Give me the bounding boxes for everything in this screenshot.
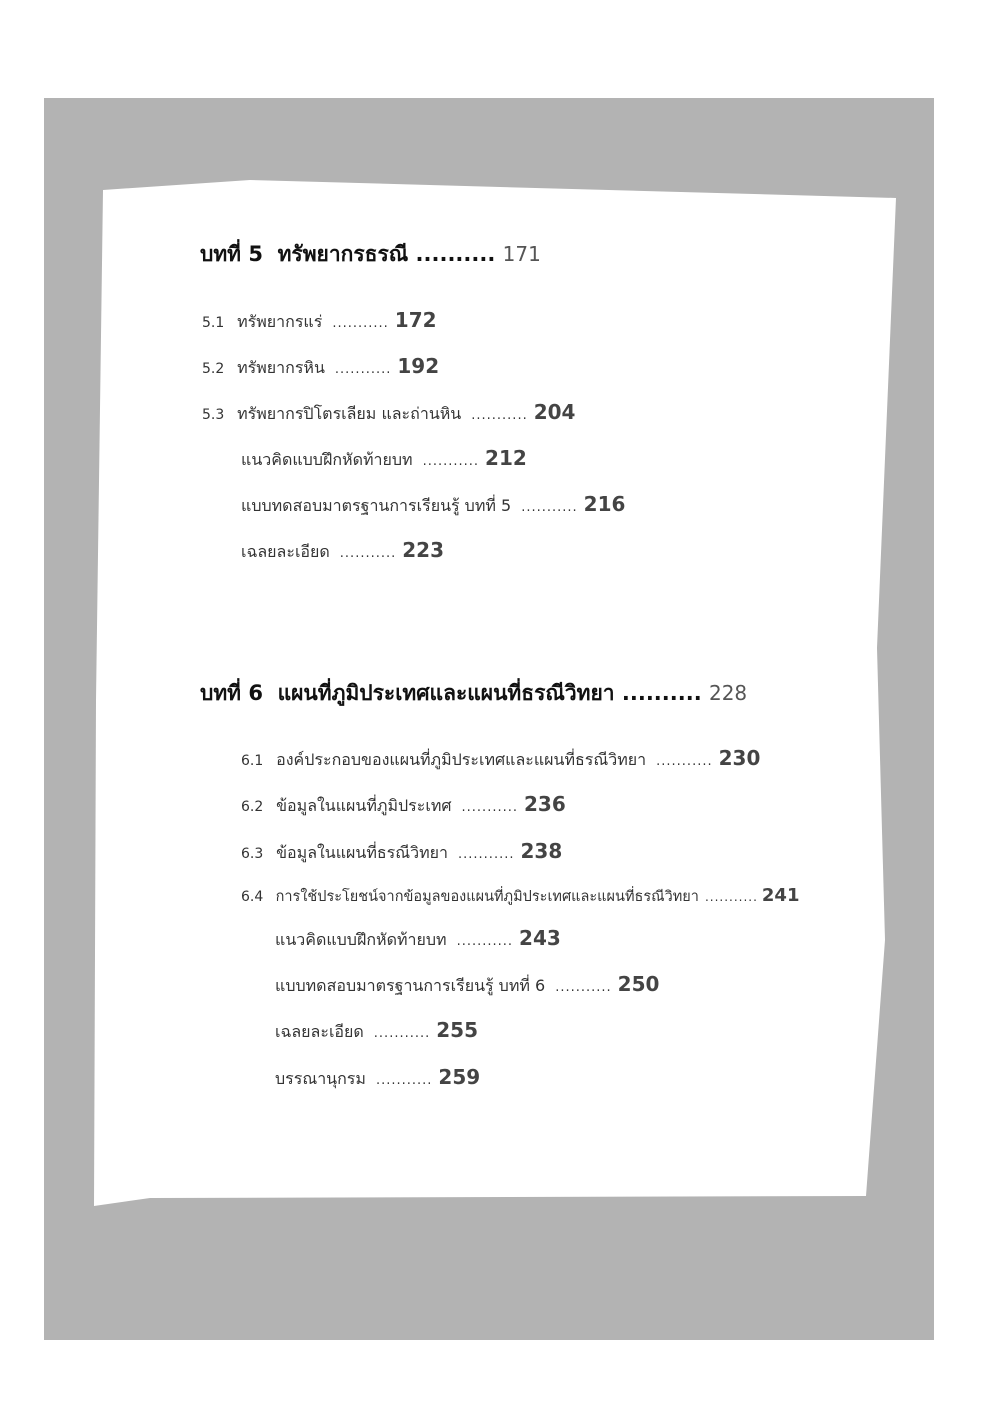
entry-page: 223 <box>402 538 445 562</box>
entry-number: 6.4 <box>241 889 264 905</box>
entry-dots: ........... <box>656 754 713 769</box>
list-item <box>202 354 439 381</box>
entry-title: ข้อมูลในแผนที่ภูมิประเทศ <box>276 796 452 815</box>
list-item <box>241 792 566 819</box>
entry-number: 5.3 <box>202 407 225 423</box>
entry-page: 238 <box>520 839 563 863</box>
chapter-6-label: บทที่ 6 <box>200 681 263 705</box>
entry-title: ทรัพยากรปิโตรเลียม และถ่านหิน <box>237 404 462 423</box>
entry-dots: ........... <box>704 890 758 904</box>
entry-number: 6.1 <box>241 753 264 769</box>
list-item <box>202 308 437 335</box>
entry-page: 230 <box>718 746 761 770</box>
entry-page: 216 <box>583 492 626 516</box>
entry-page: 259 <box>438 1065 481 1089</box>
list-item <box>202 400 575 427</box>
chapter-5-heading <box>200 238 541 271</box>
list-item <box>241 839 562 866</box>
entry-page: 204 <box>533 400 576 424</box>
entry-dots: ........... <box>375 1073 433 1088</box>
entry-number: 5.1 <box>202 315 225 331</box>
entry-page: 172 <box>394 308 437 332</box>
chapter-5-page: 171 <box>502 242 541 266</box>
entry-number: 5.2 <box>202 361 225 377</box>
entry-page: 192 <box>397 354 440 378</box>
entry-dots: ........... <box>456 934 514 949</box>
entry-dots: ........... <box>471 408 528 423</box>
entry-page: 243 <box>519 926 561 950</box>
list-item <box>275 1018 478 1045</box>
list-item <box>275 972 659 999</box>
entry-title: ทรัพยากรแร่ <box>237 312 323 331</box>
entry-dots: ........... <box>334 362 392 377</box>
entry-title: แนวคิดแบบฝึกหัดท้ายบท <box>241 450 413 469</box>
list-item <box>241 746 760 773</box>
entry-dots: ........... <box>373 1026 431 1041</box>
entry-dots: ........... <box>332 316 389 331</box>
entry-dots: ........... <box>461 800 518 815</box>
list-item <box>275 926 561 953</box>
entry-dots: ........... <box>458 847 515 862</box>
entry-title: การใช้ประโยชน์จากข้อมูลของแผนที่ภูมิประเทศและแผนที่ธรณีวิทยา <box>275 889 699 905</box>
entry-dots: ........... <box>521 500 578 515</box>
entry-page: 255 <box>436 1018 479 1042</box>
list-item <box>275 1065 480 1092</box>
entry-page: 236 <box>524 792 566 816</box>
chapter-6-dots: .......... <box>621 681 702 705</box>
entry-number: 6.3 <box>241 846 264 862</box>
chapter-5-title: ทรัพยากรธรณี <box>277 242 409 266</box>
entry-dots: ........... <box>555 980 612 995</box>
entry-title: องค์ประกอบของแผนที่ภูมิประเทศและแผนที่ธรณีวิทยา <box>276 750 647 769</box>
entry-dots: ........... <box>422 454 480 469</box>
chapter-6-heading <box>200 677 747 710</box>
entry-dots: ........... <box>339 546 397 561</box>
entry-title: เฉลยละเอียด <box>241 542 330 561</box>
entry-title: ข้อมูลในแผนที่ธรณีวิทยา <box>276 843 449 862</box>
entry-title: แบบทดสอบมาตรฐานการเรียนรู้ บทที่ 6 <box>275 976 546 995</box>
chapter-6-title: แผนที่ภูมิประเทศและแผนที่ธรณีวิทยา <box>277 681 615 705</box>
entry-page: 250 <box>617 972 660 996</box>
entry-title: แนวคิดแบบฝึกหัดท้ายบท <box>275 930 447 949</box>
entry-title: เฉลยละเอียด <box>275 1022 364 1041</box>
list-item <box>241 446 527 473</box>
entry-page: 212 <box>485 446 527 470</box>
entry-page: 241 <box>761 885 800 906</box>
list-item <box>241 538 444 565</box>
entry-title: แบบทดสอบมาตรฐานการเรียนรู้ บทที่ 5 <box>241 496 512 515</box>
list-item <box>241 492 625 519</box>
chapter-6-page: 228 <box>708 681 748 705</box>
list-item <box>241 885 799 908</box>
chapter-5-label: บทที่ 5 <box>200 242 263 266</box>
entry-title: บรรณานุกรม <box>275 1069 366 1088</box>
entry-title: ทรัพยากรหิน <box>237 358 325 377</box>
entry-number: 6.2 <box>241 799 264 815</box>
chapter-5-dots: .......... <box>415 242 496 266</box>
